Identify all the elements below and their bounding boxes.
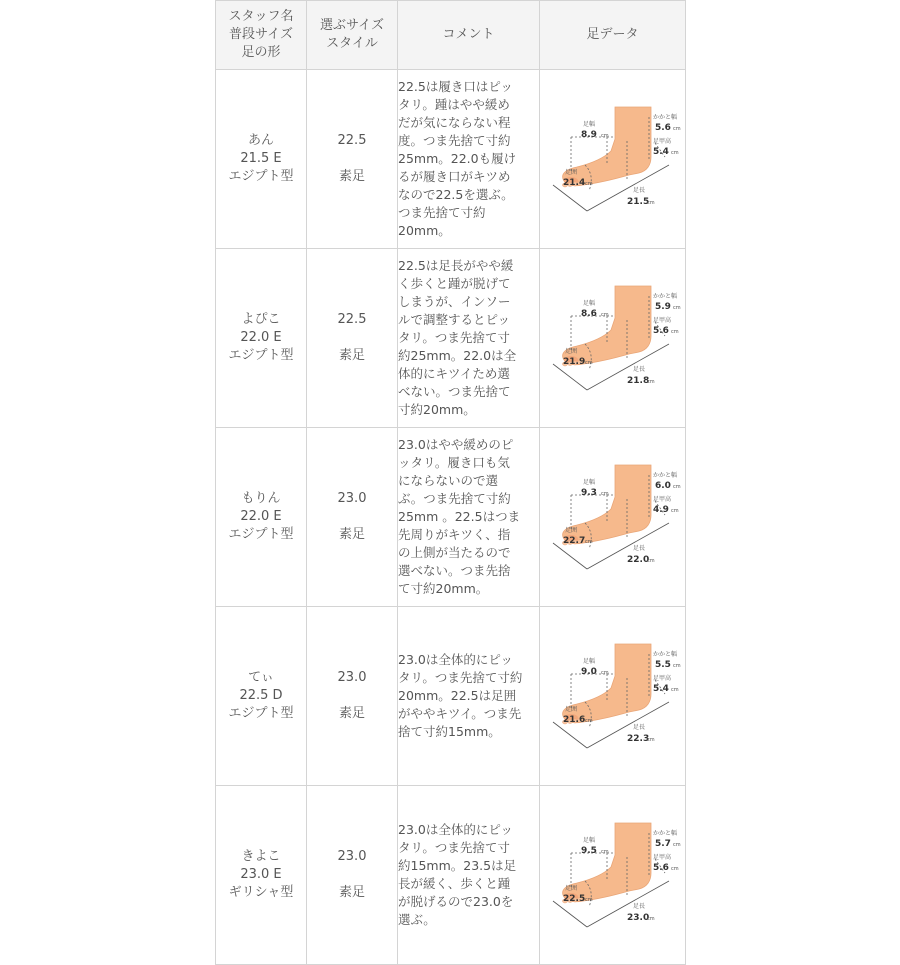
width-label: 足幅: [582, 479, 595, 486]
length-value: 21.5: [626, 197, 649, 207]
comment-line: 捨て寸約15mm。: [398, 724, 501, 739]
usual-size: 22.0 E: [240, 330, 282, 345]
unit-label: cm: [670, 150, 679, 156]
header-comment: コメント: [398, 1, 540, 70]
unit-label: cm: [584, 718, 593, 724]
comment-line: 25mm 。22.5はつま: [398, 509, 521, 524]
unit-label: cm: [672, 842, 681, 848]
staff-cell: [216, 786, 307, 965]
length-label: 足長: [632, 724, 645, 731]
comment-line: 選ぶ。: [398, 912, 436, 927]
length-label: 足長: [632, 545, 645, 552]
comment-line: 長が緩く、歩くと踵: [398, 876, 511, 891]
comment-line: 22.5は履き口はピッ: [398, 79, 513, 94]
staff-name: てぃ: [248, 670, 274, 685]
wear-style: 素足: [338, 706, 365, 721]
instep-label: 足甲高: [652, 317, 671, 324]
girth-value: 21.9: [562, 357, 585, 367]
staff-cell: [216, 70, 307, 249]
unit-label: cm: [646, 200, 655, 206]
girth-value: 22.5: [562, 894, 585, 904]
unit-label: cm: [646, 737, 655, 743]
comment-line: 先周りがキツく、指: [398, 527, 511, 542]
length-guide: [553, 722, 587, 748]
comment-cell: [398, 786, 540, 965]
comment-line: 23.0は全体的にピッ: [398, 822, 513, 837]
chosen-size: 23.0: [337, 849, 367, 864]
comment-line: 20mm。22.5は足囲: [398, 688, 517, 703]
comment-line: べない。つま先捨て: [398, 384, 511, 399]
width-value: 8.6: [580, 309, 597, 319]
usual-size: 21.5 E: [240, 151, 282, 166]
size-cell: [307, 428, 398, 607]
foot-data-cell: [540, 786, 686, 965]
unit-label: cm: [670, 329, 679, 335]
comment-line: が脱げるので23.0を: [398, 894, 514, 909]
comment-line: ぶ。つま先捨て寸約: [398, 491, 511, 506]
width-value: 9.0: [580, 667, 597, 677]
unit-label: cm: [672, 663, 681, 669]
girth-label: 足囲: [564, 885, 577, 892]
unit-label: cm: [646, 379, 655, 385]
width-value: 8.9: [580, 130, 597, 140]
staff-row: [216, 428, 686, 607]
comment-line: ルで調整するとピッ: [398, 312, 511, 327]
unit-label: cm: [672, 305, 681, 311]
girth-label: 足囲: [564, 706, 577, 713]
width-value: 9.3: [580, 488, 597, 498]
comment-line: 体的にキツイため選: [398, 366, 510, 381]
staff-row: [216, 70, 686, 249]
comment-line: 約25mm。22.0は全: [398, 348, 517, 363]
staff-row: [216, 786, 686, 965]
heel-value: 6.0: [654, 481, 671, 491]
instep-label: 足甲高: [652, 496, 671, 503]
heel-label: かかと幅: [652, 293, 677, 300]
girth-value: 21.6: [562, 715, 585, 725]
comment-line: にならないので選: [398, 473, 499, 488]
staff-size-table: [215, 0, 686, 965]
length-label: 足長: [632, 366, 645, 373]
length-value: 21.8: [626, 376, 649, 386]
unit-label: cm: [670, 508, 679, 514]
size-cell: [307, 607, 398, 786]
girth-value: 22.7: [562, 536, 585, 546]
comment-line: タリ。つま先捨て寸: [398, 840, 510, 855]
unit-label: cm: [600, 849, 609, 855]
instep-label: 足甲高: [652, 138, 671, 145]
length-value: 22.3: [626, 734, 649, 744]
header-size: [307, 1, 398, 70]
heel-value: 5.9: [654, 302, 671, 312]
foot-data-cell: [540, 428, 686, 607]
unit-label: cm: [670, 687, 679, 693]
foot-shape: エジプト型: [228, 706, 294, 721]
comment-line: 20mm。: [398, 223, 451, 238]
comment-line: 度。つま先捨て寸約: [398, 133, 511, 148]
wear-style: 素足: [338, 169, 365, 184]
instep-label: 足甲高: [652, 854, 671, 861]
instep-label: 足甲高: [652, 675, 671, 682]
unit-label: cm: [584, 539, 593, 545]
chosen-size: 22.5: [337, 312, 367, 327]
heel-label: かかと幅: [652, 651, 677, 658]
comment-line: タリ。つま先捨て寸: [398, 330, 510, 345]
comment-cell: [398, 249, 540, 428]
comment-line: なので22.5を選ぶ。: [398, 187, 514, 202]
header-row: [216, 1, 686, 70]
instep-value: 5.6: [652, 863, 669, 873]
wear-style: 素足: [338, 348, 365, 363]
instep-value: 5.4: [652, 684, 669, 694]
foot-data-cell: [540, 607, 686, 786]
staff-name: よぴこ: [241, 312, 281, 327]
staff-cell: [216, 428, 307, 607]
comment-line: 23.0は全体的にピッ: [398, 652, 513, 667]
comment-line: タリ。つま先捨て寸約: [398, 670, 523, 685]
header-size-line: 選ぶサイズ: [320, 18, 384, 33]
unit-label: cm: [584, 897, 593, 903]
unit-label: cm: [584, 360, 593, 366]
comment-line: 22.5は足長がやや緩: [398, 258, 514, 273]
comment-line: だが気にならない程: [398, 115, 511, 130]
staff-cell: [216, 607, 307, 786]
foot-diagram: [543, 636, 683, 756]
unit-label: cm: [600, 670, 609, 676]
girth-label: 足囲: [564, 348, 577, 355]
unit-label: cm: [646, 916, 655, 922]
comment-line: 23.0はやや緩めのピ: [398, 437, 514, 452]
heel-label: かかと幅: [652, 114, 677, 121]
header-staff: [216, 1, 307, 70]
header-foot-data: 足データ: [540, 1, 686, 70]
comment-line: つま先捨て寸約: [398, 205, 486, 220]
chosen-size: 22.5: [337, 133, 367, 148]
width-label: 足幅: [582, 837, 595, 844]
comment-line: 25mm。22.0も履け: [398, 151, 517, 166]
chosen-size: 23.0: [337, 491, 367, 506]
instep-value: 4.9: [652, 505, 669, 515]
unit-label: cm: [584, 181, 593, 187]
length-guide: [553, 901, 587, 927]
comment-line: く歩くと踵が脱げて: [398, 276, 511, 291]
heel-value: 5.7: [654, 839, 671, 849]
header-staff-line: スタッフ名: [228, 9, 294, 24]
comment-cell: [398, 607, 540, 786]
length-value: 22.0: [626, 555, 649, 565]
foot-shape: ギリシャ型: [228, 885, 294, 900]
staff-row: [216, 607, 686, 786]
unit-label: cm: [600, 133, 609, 139]
size-cell: [307, 70, 398, 249]
foot-shape: エジプト型: [228, 527, 294, 542]
chosen-size: 23.0: [337, 670, 367, 685]
foot-diagram: [543, 278, 683, 398]
length-guide: [553, 185, 587, 211]
width-label: 足幅: [582, 300, 595, 307]
girth-label: 足囲: [564, 527, 577, 534]
header-size-line: スタイル: [326, 36, 378, 51]
usual-size: 22.5 D: [239, 688, 283, 703]
comment-line: しまうが、インソー: [398, 294, 511, 309]
comment-line: るが履き口がキツめ: [398, 169, 511, 184]
comment-line: 選べない。つま先捨: [398, 563, 511, 578]
comment-line: の上側が当たるので: [398, 545, 511, 560]
unit-label: cm: [646, 558, 655, 564]
unit-label: cm: [672, 484, 681, 490]
length-label: 足長: [632, 903, 645, 910]
foot-diagram: [543, 99, 683, 219]
comment-line: がややキツイ。つま先: [398, 706, 522, 721]
foot-diagram: [543, 815, 683, 935]
foot-data-cell: [540, 249, 686, 428]
foot-shape: エジプト型: [228, 169, 294, 184]
length-guide: [553, 364, 587, 390]
width-value: 9.5: [580, 846, 597, 856]
girth-label: 足囲: [564, 169, 577, 176]
comment-line: ッタリ。履き口も気: [398, 455, 510, 470]
header-staff-line: 足の形: [241, 45, 281, 60]
foot-diagram: [543, 457, 683, 577]
heel-label: かかと幅: [652, 830, 677, 837]
heel-label: かかと幅: [652, 472, 677, 479]
unit-label: cm: [670, 866, 679, 872]
width-label: 足幅: [582, 658, 595, 665]
size-cell: [307, 249, 398, 428]
comment-line: 約15mm。23.5は足: [398, 858, 517, 873]
header-staff-line: 普段サイズ: [229, 27, 293, 42]
wear-style: 素足: [338, 885, 365, 900]
size-cell: [307, 786, 398, 965]
foot-data-cell: [540, 70, 686, 249]
staff-name: あん: [247, 133, 274, 148]
unit-label: cm: [672, 126, 681, 132]
comment-line: タリ。踵はやや緩め: [398, 97, 510, 112]
comment-cell: [398, 428, 540, 607]
length-guide: [553, 543, 587, 569]
unit-label: cm: [600, 491, 609, 497]
heel-value: 5.6: [654, 123, 671, 133]
staff-name: きよこ: [241, 849, 281, 864]
instep-value: 5.4: [652, 147, 669, 157]
staff-row: [216, 249, 686, 428]
staff-cell: [216, 249, 307, 428]
staff-name: もりん: [241, 491, 281, 506]
comment-line: 寸約20mm。: [398, 402, 476, 417]
usual-size: 23.0 E: [240, 867, 282, 882]
length-value: 23.0: [626, 913, 649, 923]
heel-value: 5.5: [654, 660, 671, 670]
comment-cell: [398, 70, 540, 249]
usual-size: 22.0 E: [240, 509, 282, 524]
length-label: 足長: [632, 187, 645, 194]
unit-label: cm: [600, 312, 609, 318]
width-label: 足幅: [582, 121, 595, 128]
comment-line: て寸約20mm。: [398, 581, 489, 596]
wear-style: 素足: [338, 527, 365, 542]
instep-value: 5.6: [652, 326, 669, 336]
foot-shape: エジプト型: [228, 348, 294, 363]
girth-value: 21.4: [562, 178, 585, 188]
